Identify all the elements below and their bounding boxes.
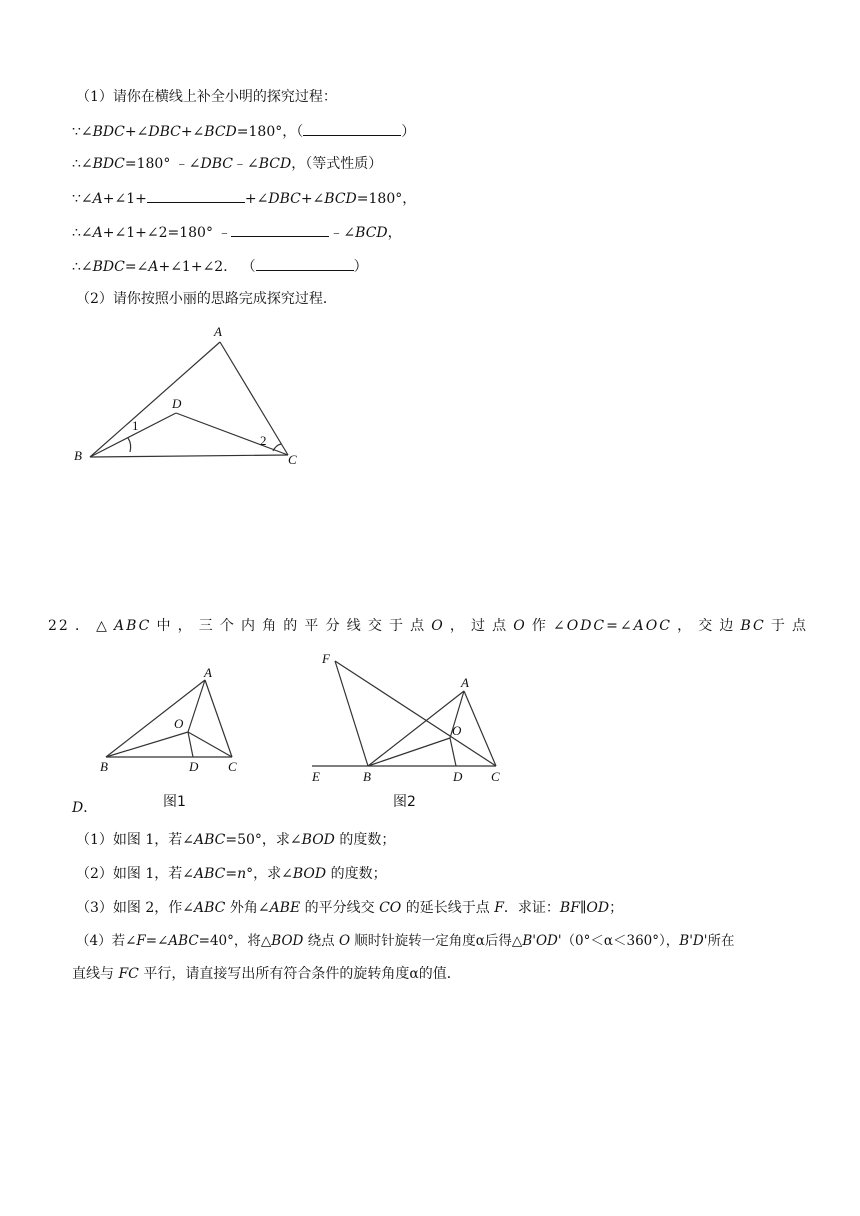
text: ， [387, 225, 402, 241]
label-d: D [189, 759, 199, 774]
segment-fb [335, 661, 368, 766]
text: （0°＜α＜360°）， [561, 933, 680, 949]
text: ODC [566, 618, 607, 634]
subquestion-3 [76, 898, 623, 918]
text: ∥ [579, 900, 587, 916]
label-angle-1: 1 [132, 418, 139, 433]
figure-2 [300, 645, 520, 785]
text: =∠ [145, 933, 169, 949]
proof-line-1 [72, 121, 415, 142]
text: A [92, 191, 103, 207]
text: ∴∠ [72, 225, 93, 241]
text: BOD [271, 933, 304, 949]
figure-1 [92, 662, 252, 782]
label-b: B [363, 769, 371, 784]
text: BOD [292, 866, 327, 882]
text: =180°，（ [236, 124, 304, 140]
text: 于点 [765, 618, 808, 634]
text: +∠ [244, 191, 269, 207]
label-b: B [100, 759, 108, 774]
text: BCD [258, 156, 292, 172]
text: O [431, 618, 445, 634]
text: ∴∠ [72, 259, 93, 275]
segment-bo [106, 732, 188, 757]
text: ABC [194, 900, 226, 916]
text: D [72, 800, 84, 816]
text: ABC [168, 933, 199, 949]
text: ∵∠ [72, 191, 93, 207]
text: = [225, 866, 238, 882]
text: BCD [324, 191, 357, 207]
segment-od [450, 738, 456, 766]
segment-bo [368, 738, 450, 766]
text: 所在 [707, 933, 735, 949]
segment-bc [90, 455, 288, 457]
text: +∠ [124, 124, 149, 140]
label-c: C [491, 769, 500, 784]
segment-ac [464, 691, 496, 766]
label-a: A [461, 675, 469, 690]
text: O [338, 933, 351, 949]
text: A [92, 225, 103, 241]
label-o: O [174, 716, 184, 731]
text: +∠1+∠2=180° ﹣ [102, 225, 232, 241]
text: CO [379, 900, 402, 916]
text: （2）如图 1，若∠ [76, 866, 194, 882]
figure-top-triangle [60, 320, 320, 480]
text: =∠ [124, 259, 149, 275]
text: ﹣∠ [329, 225, 356, 241]
text: =180°， [356, 191, 417, 207]
text: ） [401, 124, 416, 140]
text: B'OD' [522, 933, 562, 949]
text: 的平分线交 [300, 900, 380, 916]
text: 的度数； [334, 832, 396, 848]
text: DBC [200, 156, 233, 172]
segment-ab [90, 342, 220, 457]
text: BOD [301, 832, 335, 848]
text: °，求∠ [246, 866, 293, 882]
text: OD [586, 900, 610, 916]
text: F [136, 933, 146, 949]
angle-2-arc [273, 444, 281, 451]
segment-co [188, 732, 232, 757]
proof-line-5 [72, 256, 368, 277]
text: △ [96, 618, 114, 634]
angle-1-arc [128, 438, 131, 452]
label-angle-2: 2 [260, 433, 267, 448]
text: 中，三个内角的平分线交于点 [151, 618, 432, 634]
text: 绕点 [303, 933, 339, 949]
proof-line-3 [72, 188, 416, 209]
text: =180° ﹣∠ [124, 156, 201, 172]
text: F [494, 900, 504, 916]
label-d: D [453, 769, 463, 784]
text: BCD [355, 225, 388, 241]
segment-ba [368, 691, 464, 766]
text: 的延长线于点 [401, 900, 495, 916]
text: ﹣∠ [233, 156, 259, 172]
text: ABC [114, 618, 152, 634]
text: BC [740, 618, 766, 634]
text: 作∠ [526, 618, 567, 634]
part1-intro: （1）请你在横线上补全小明的探究过程： [76, 89, 337, 105]
figure-2-caption: 图2 [393, 794, 416, 810]
text: ，（等式性质） [291, 156, 383, 172]
segment-ac [220, 342, 288, 455]
part2-prompt: （2）请你按照小丽的思路完成探究过程． [76, 291, 337, 307]
text: ∵∠ [72, 124, 93, 140]
label-c: C [228, 759, 237, 774]
text: +∠1+∠2． （ [158, 259, 256, 275]
question-22-tail [72, 798, 97, 818]
label-a: A [214, 324, 222, 339]
text: 外角∠ [225, 900, 270, 916]
text: （4）若∠ [76, 933, 137, 949]
label-c: C [288, 452, 297, 467]
text: BDC [92, 124, 125, 140]
text: +∠ [180, 124, 205, 140]
subquestion-4 [76, 931, 734, 951]
label-e: E [312, 769, 320, 784]
text: （1）如图 1，若∠ [76, 832, 194, 848]
text: ． [83, 800, 98, 816]
text: ABC [194, 866, 226, 882]
text: +∠1+ [102, 191, 147, 207]
text: BCD [204, 124, 237, 140]
text: B'D' [679, 933, 708, 949]
segment-ao [188, 680, 205, 732]
text: +∠ [300, 191, 325, 207]
text: ，过点 [444, 618, 514, 634]
label-b: B [74, 448, 82, 463]
text: O [513, 618, 527, 634]
proof-line-4 [72, 222, 402, 243]
text: n [237, 866, 247, 882]
text: =∠ [606, 618, 634, 634]
text: （3）如图 2，作∠ [76, 900, 194, 916]
proof-line-2 [72, 154, 382, 174]
text: BF [559, 900, 580, 916]
text: DBC [148, 124, 181, 140]
text: 顺时针旋转一定角度α后得△ [350, 933, 523, 949]
text: ∴∠ [72, 156, 93, 172]
answer-blank[interactable] [303, 121, 401, 136]
text: ABE [269, 900, 301, 916]
text: ，交边 [671, 618, 741, 634]
label-f: F [322, 651, 330, 666]
answer-blank[interactable] [231, 222, 329, 237]
text: 直线与 [72, 966, 119, 982]
label-o: O [452, 723, 462, 738]
text: ） [353, 259, 368, 275]
subquestion-4-cont [72, 964, 461, 984]
answer-blank[interactable] [256, 256, 354, 271]
text: ．求证： [503, 900, 560, 916]
text: DBC [268, 191, 301, 207]
text: 的度数； [326, 866, 387, 882]
text: A [148, 259, 159, 275]
question-22 [48, 615, 808, 637]
text: AOC [633, 618, 672, 634]
segment-ac [205, 680, 232, 757]
text: ABC [194, 832, 226, 848]
answer-blank[interactable] [147, 188, 245, 203]
subquestion-1 [76, 830, 395, 850]
label-a: A [204, 665, 212, 680]
question-number: 22． [48, 618, 97, 634]
label-d: D [172, 396, 182, 411]
text: 平行，请直接写出所有符合条件的旋转角度α的值． [138, 966, 461, 982]
text: BDC [92, 259, 125, 275]
text: ； [609, 900, 624, 916]
segment-od [188, 732, 193, 757]
subquestion-2 [76, 864, 387, 884]
text: =40°，将△ [198, 933, 272, 949]
text: BDC [92, 156, 125, 172]
segment-dc [176, 413, 288, 455]
text: =50°，求∠ [225, 832, 302, 848]
text: FC [118, 966, 139, 982]
figure-1-caption: 图1 [163, 794, 186, 810]
